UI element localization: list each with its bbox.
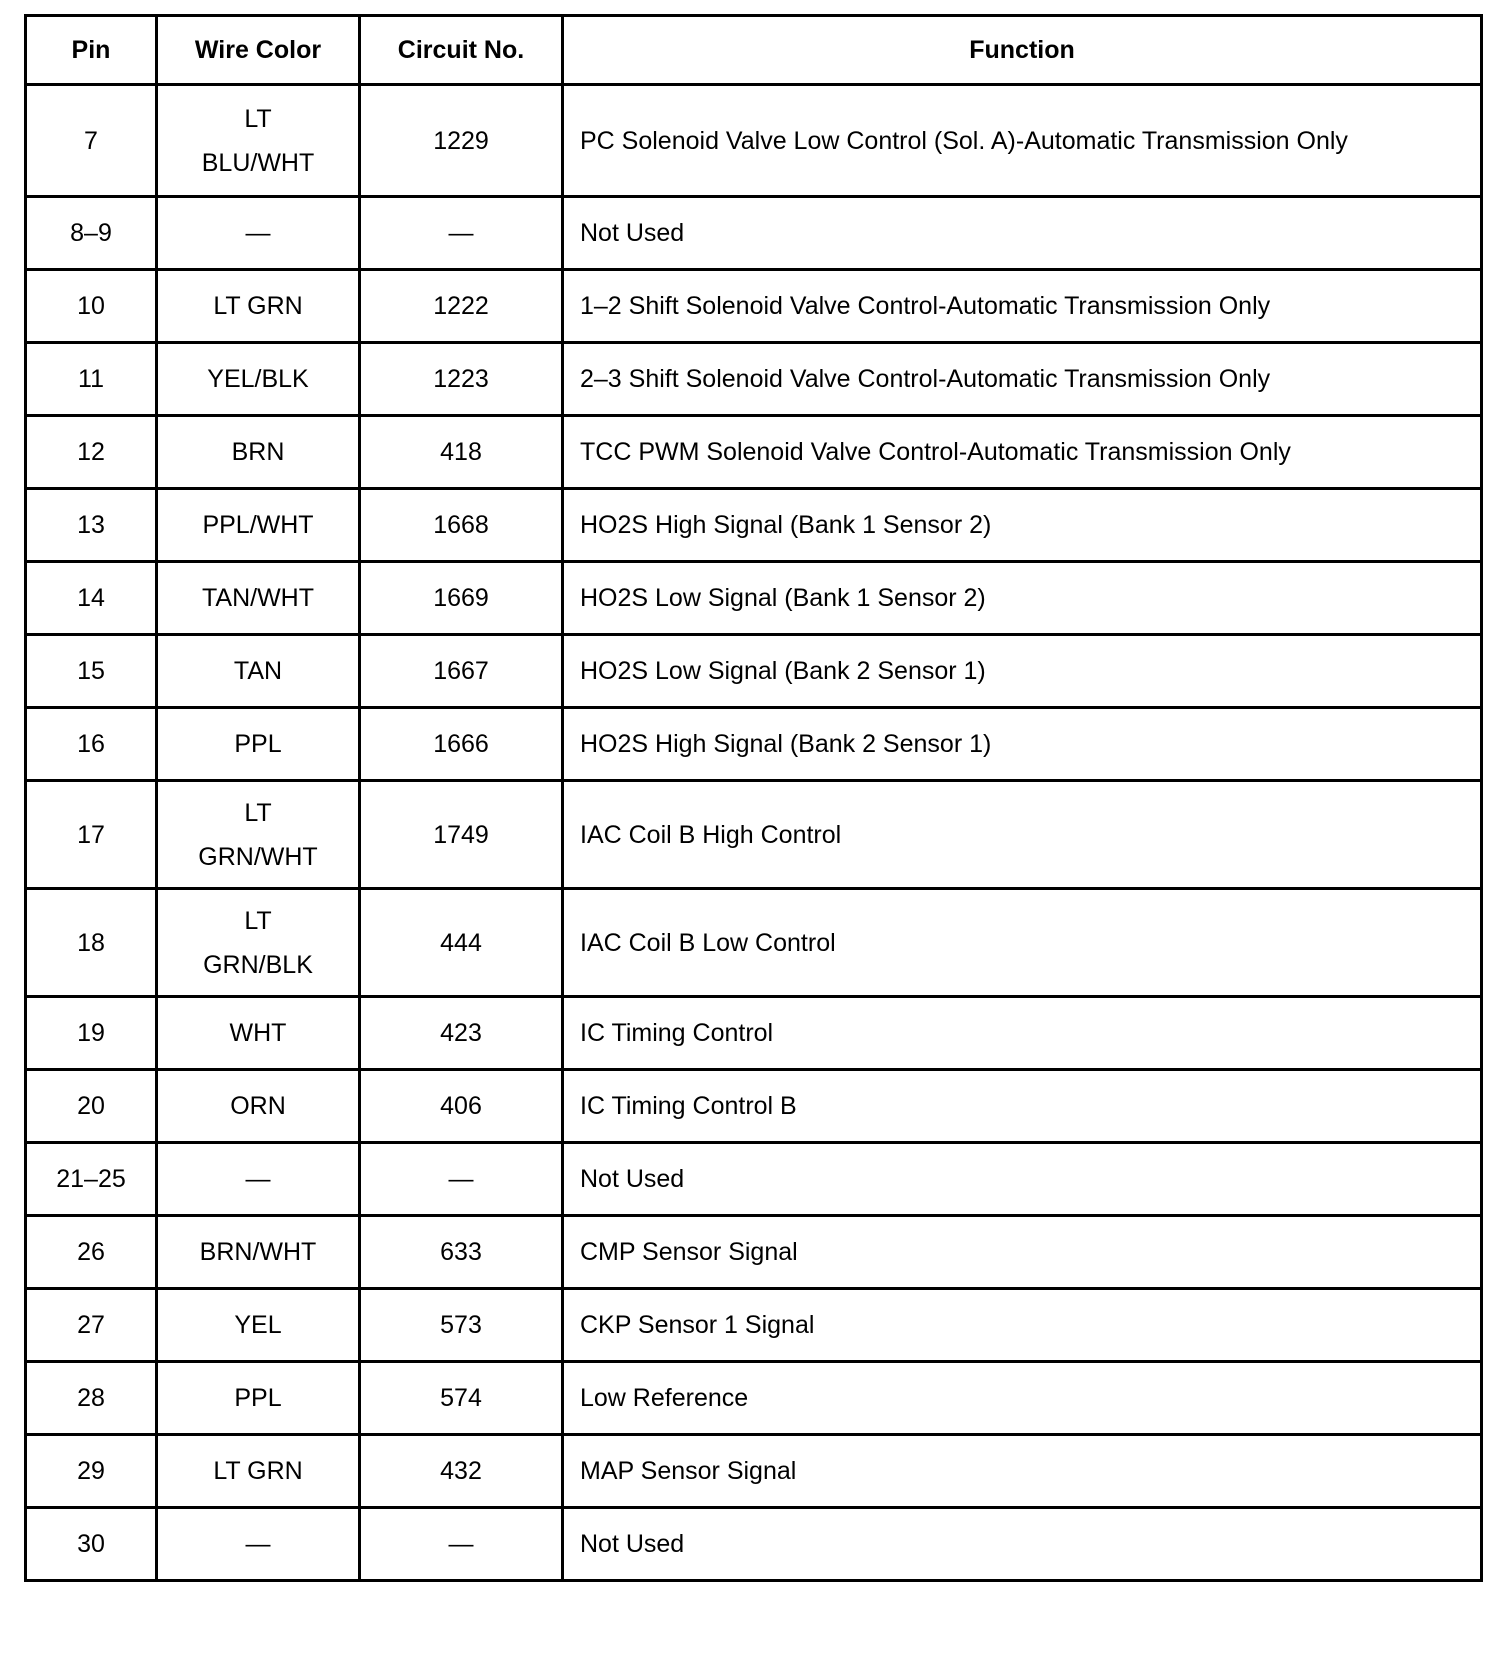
wire-color-cell (157, 85, 360, 197)
function-cell: HO2S High Signal (Bank 2 Sensor 1) (563, 708, 1482, 781)
circuit-cell: — (360, 1143, 563, 1216)
wire-color-cell: — (157, 1508, 360, 1581)
pin-cell: 28 (26, 1362, 157, 1435)
wire-color-cell: — (157, 1143, 360, 1216)
circuit-cell: — (360, 197, 563, 270)
function-cell: Not Used (563, 197, 1482, 270)
function-cell: CMP Sensor Signal (563, 1216, 1482, 1289)
pin-cell: 27 (26, 1289, 157, 1362)
wire-color-line: LT (244, 104, 272, 133)
circuit-cell: 1666 (360, 708, 563, 781)
table-row (26, 1070, 1482, 1143)
circuit-cell: 444 (360, 889, 563, 997)
pin-cell: 7 (26, 85, 157, 197)
wire-color-cell: YEL (157, 1289, 360, 1362)
header-circuit-no: Circuit No. (360, 16, 563, 85)
wire-color-cell: TAN/WHT (157, 562, 360, 635)
pin-cell: 20 (26, 1070, 157, 1143)
pin-cell: 21–25 (26, 1143, 157, 1216)
wire-color-line: GRN/BLK (203, 950, 313, 979)
table-row (26, 997, 1482, 1070)
circuit-cell: 1223 (360, 343, 563, 416)
header-pin: Pin (26, 16, 157, 85)
pin-cell: 18 (26, 889, 157, 997)
circuit-cell: 418 (360, 416, 563, 489)
table-row (26, 1289, 1482, 1362)
wire-color-line: GRN/WHT (198, 842, 318, 871)
table-row (26, 562, 1482, 635)
circuit-cell: 574 (360, 1362, 563, 1435)
wire-color-cell: PPL (157, 708, 360, 781)
function-cell: 2–3 Shift Solenoid Valve Control-Automatic Transmission Only (563, 343, 1482, 416)
wire-color-cell: BRN (157, 416, 360, 489)
function-cell: IAC Coil B Low Control (563, 889, 1482, 997)
pin-cell: 13 (26, 489, 157, 562)
table-row (26, 1216, 1482, 1289)
pin-cell: 17 (26, 781, 157, 889)
function-cell: IC Timing Control B (563, 1070, 1482, 1143)
circuit-cell: 1668 (360, 489, 563, 562)
function-cell: IC Timing Control (563, 997, 1482, 1070)
circuit-cell: 406 (360, 1070, 563, 1143)
table-row (26, 708, 1482, 781)
pinout-table (24, 14, 1483, 1582)
table-row (26, 781, 1482, 889)
function-cell: TCC PWM Solenoid Valve Control-Automatic Transmission Only (563, 416, 1482, 489)
header-wire-color: Wire Color (157, 16, 360, 85)
pin-cell: 30 (26, 1508, 157, 1581)
circuit-cell: 1749 (360, 781, 563, 889)
circuit-cell: 1667 (360, 635, 563, 708)
table-row (26, 197, 1482, 270)
wire-color-cell: ORN (157, 1070, 360, 1143)
wire-color-cell: TAN (157, 635, 360, 708)
table-row (26, 416, 1482, 489)
wire-color-line: BLU/WHT (201, 148, 315, 177)
table-row (26, 1435, 1482, 1508)
function-cell: 1–2 Shift Solenoid Valve Control-Automatic Transmission Only (563, 270, 1482, 343)
pin-cell: 16 (26, 708, 157, 781)
wire-color-cell: YEL/BLK (157, 343, 360, 416)
function-cell: Not Used (563, 1508, 1482, 1581)
wire-color-line: LT (244, 798, 272, 827)
circuit-cell: 573 (360, 1289, 563, 1362)
function-cell: IAC Coil B High Control (563, 781, 1482, 889)
wire-color-cell: — (157, 197, 360, 270)
header-function: Function (563, 16, 1482, 85)
table-row (26, 343, 1482, 416)
wire-color-cell: LT GRN (157, 1435, 360, 1508)
wire-color-cell: PPL (157, 1362, 360, 1435)
circuit-cell: — (360, 1508, 563, 1581)
wire-color-line: LT (244, 906, 272, 935)
function-cell: HO2S High Signal (Bank 1 Sensor 2) (563, 489, 1482, 562)
table-row (26, 85, 1482, 197)
circuit-cell: 432 (360, 1435, 563, 1508)
header-row (26, 16, 1482, 85)
function-cell: MAP Sensor Signal (563, 1435, 1482, 1508)
function-cell: CKP Sensor 1 Signal (563, 1289, 1482, 1362)
table-row (26, 635, 1482, 708)
table-row (26, 1508, 1482, 1581)
pin-cell: 26 (26, 1216, 157, 1289)
wire-color-cell (157, 781, 360, 889)
wire-color-cell: WHT (157, 997, 360, 1070)
function-cell: Not Used (563, 1143, 1482, 1216)
circuit-cell: 633 (360, 1216, 563, 1289)
wire-color-cell: PPL/WHT (157, 489, 360, 562)
table-row (26, 1143, 1482, 1216)
pin-cell: 14 (26, 562, 157, 635)
pin-cell: 12 (26, 416, 157, 489)
table-row (26, 270, 1482, 343)
circuit-cell: 1229 (360, 85, 563, 197)
circuit-cell: 1222 (360, 270, 563, 343)
table-row (26, 1362, 1482, 1435)
pin-cell: 15 (26, 635, 157, 708)
circuit-cell: 423 (360, 997, 563, 1070)
pin-cell: 8–9 (26, 197, 157, 270)
table-row (26, 889, 1482, 997)
function-cell: PC Solenoid Valve Low Control (Sol. A)-Automatic Transmission Only (563, 85, 1482, 197)
function-cell: HO2S Low Signal (Bank 1 Sensor 2) (563, 562, 1482, 635)
pin-cell: 10 (26, 270, 157, 343)
wire-color-cell: BRN/WHT (157, 1216, 360, 1289)
function-cell: Low Reference (563, 1362, 1482, 1435)
circuit-cell: 1669 (360, 562, 563, 635)
wire-color-cell (157, 889, 360, 997)
pin-cell: 29 (26, 1435, 157, 1508)
pin-cell: 19 (26, 997, 157, 1070)
table-row (26, 489, 1482, 562)
pin-cell: 11 (26, 343, 157, 416)
wire-color-cell: LT GRN (157, 270, 360, 343)
function-cell: HO2S Low Signal (Bank 2 Sensor 1) (563, 635, 1482, 708)
